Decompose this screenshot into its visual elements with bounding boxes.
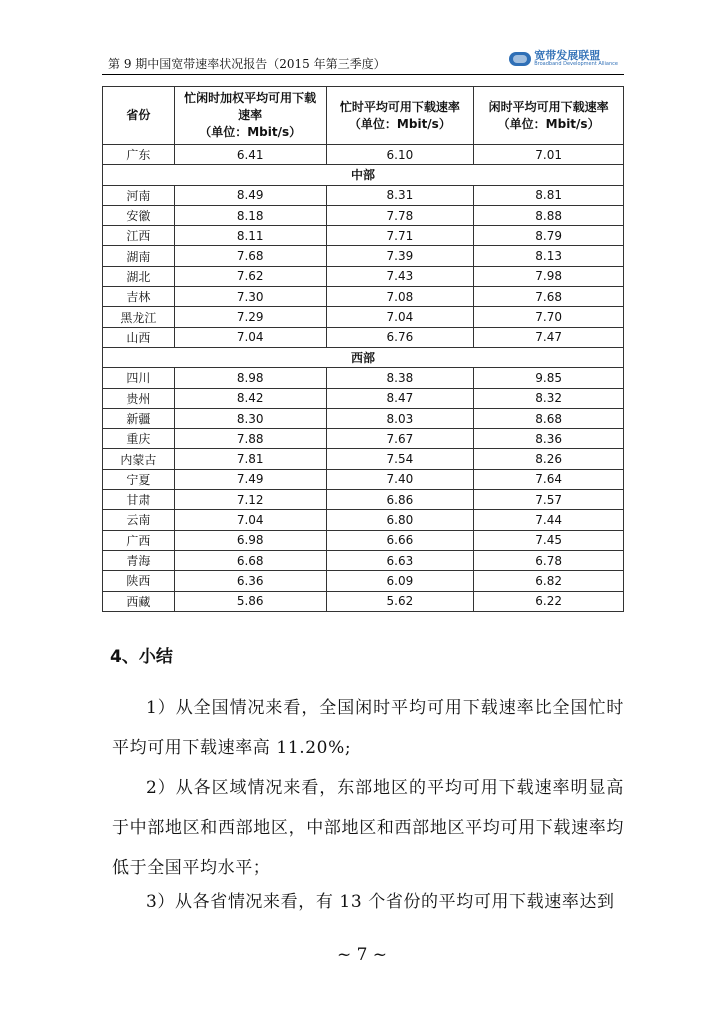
speed-cell: 6.63 [326,550,474,570]
table-row [103,571,624,591]
province-cell: 内蒙古 [103,449,175,469]
speed-cell: 8.42 [174,388,326,408]
table-row [103,429,624,449]
speed-cell: 6.66 [326,530,474,550]
speed-cell: 7.47 [474,327,624,347]
speed-cell: 8.26 [474,449,624,469]
header-title: 第 9 期中国宽带速率状况报告（2015 年第三季度） [108,57,386,71]
speed-cell: 8.81 [474,185,624,205]
province-cell: 广西 [103,530,175,550]
speed-cell: 6.98 [174,530,326,550]
speed-cell: 5.86 [174,591,326,611]
speed-cell: 7.62 [174,266,326,286]
summary-paragraph-1: 1）从全国情况来看，全国闲时平均可用下载速率比全国忙时平均可用下载速率高 11.20%; [112,698,624,758]
page-number: ~ 7 ~ [336,945,388,965]
province-cell: 西藏 [103,591,175,611]
speed-cell: 7.54 [326,449,474,469]
speed-cell: 8.98 [174,368,326,388]
province-cell: 黑龙江 [103,307,175,327]
speed-cell: 8.88 [474,205,624,225]
speed-cell: 7.01 [474,145,624,165]
table-row [103,591,624,611]
province-cell: 新疆 [103,408,175,428]
column-header-line: （单位：Mbit/s） [199,125,302,139]
province-cell: 四川 [103,368,175,388]
table-row [103,185,624,205]
column-header [103,87,175,145]
table-row [103,490,624,510]
speed-cell: 8.11 [174,226,326,246]
speed-cell: 6.22 [474,591,624,611]
speed-cell: 8.03 [326,408,474,428]
province-cell: 陕西 [103,571,175,591]
speed-cell: 7.57 [474,490,624,510]
province-cell: 湖北 [103,266,175,286]
table-row [103,408,624,428]
table-header-row [103,87,624,145]
speed-cell: 7.45 [474,530,624,550]
table-body [103,145,624,612]
speed-cell: 6.09 [326,571,474,591]
speed-cell: 6.76 [326,327,474,347]
speed-cell: 7.67 [326,429,474,449]
province-cell: 重庆 [103,429,175,449]
province-cell: 云南 [103,510,175,530]
column-header-line: 忙时平均可用下载速率 [339,99,460,114]
table-row [103,287,624,307]
speed-cell: 7.49 [174,469,326,489]
speed-cell: 7.04 [326,307,474,327]
speed-cell: 9.85 [474,368,624,388]
speed-cell: 8.18 [174,205,326,225]
table-row [103,145,624,165]
column-header-line: 闲时平均可用下载速率 [488,99,609,114]
table-row [103,530,624,550]
summary-paragraph-2: 2）从各区域情况来看，东部地区的平均可用下载速率明显高于中部地区和西部地区，中部地区和西部地区平均可用下载速率均低于全国平均水平； [112,778,624,878]
speed-cell: 7.71 [326,226,474,246]
speed-cell: 7.68 [474,287,624,307]
column-header-line: 忙闲时加权平均可用下载 [184,91,317,105]
speed-cell: 8.13 [474,246,624,266]
province-cell: 湖南 [103,246,175,266]
speed-cell: 8.31 [326,185,474,205]
table-row [103,449,624,469]
province-cell: 广东 [103,145,175,165]
table-row [103,388,624,408]
region-row [103,165,624,185]
province-cell: 宁夏 [103,469,175,489]
table-row [103,469,624,489]
table-row [103,550,624,570]
table-row [103,510,624,530]
speed-cell: 6.80 [326,510,474,530]
region-label: 中部 [103,165,624,185]
speed-cell: 7.70 [474,307,624,327]
speed-cell: 8.36 [474,429,624,449]
speed-cell: 8.30 [174,408,326,428]
speed-cell: 7.68 [174,246,326,266]
province-cell: 河南 [103,185,175,205]
speed-cell: 7.64 [474,469,624,489]
speed-cell: 6.82 [474,571,624,591]
speed-cell: 8.47 [326,388,474,408]
speed-cell: 7.43 [326,266,474,286]
speed-cell: 7.04 [174,327,326,347]
table-row [103,368,624,388]
table-row [103,246,624,266]
region-row [103,347,624,367]
column-header-line: 省份 [126,108,151,122]
speed-cell: 7.30 [174,287,326,307]
speed-cell: 8.79 [474,226,624,246]
speed-cell: 8.32 [474,388,624,408]
speed-cell: 7.29 [174,307,326,327]
table-row [103,205,624,225]
speed-cell: 7.78 [326,205,474,225]
speed-cell: 8.38 [326,368,474,388]
speed-cell: 7.40 [326,469,474,489]
speed-cell: 8.49 [174,185,326,205]
speed-cell: 6.10 [326,145,474,165]
logo-name: 宽带发展联盟 [534,49,601,62]
column-header-line: （单位：Mbit/s） [348,116,451,131]
speed-cell: 5.62 [326,591,474,611]
logo-name-en: Broadband Development Alliance [534,61,618,67]
table-row [103,266,624,286]
speed-cell: 8.68 [474,408,624,428]
speed-cell: 6.86 [326,490,474,510]
speed-cell: 7.04 [174,510,326,530]
province-cell: 吉林 [103,287,175,307]
speed-cell: 6.41 [174,145,326,165]
table-row [103,226,624,246]
province-cell: 安徽 [103,205,175,225]
alliance-logo [509,50,618,67]
column-header-line: （单位：Mbit/s） [497,116,600,131]
speed-cell: 7.88 [174,429,326,449]
province-cell: 贵州 [103,388,175,408]
speed-cell: 7.44 [474,510,624,530]
page-header [102,50,624,75]
province-cell: 江西 [103,226,175,246]
logo-icon [509,52,531,66]
speed-cell: 7.12 [174,490,326,510]
speed-cell: 6.78 [474,550,624,570]
download-speed-table [102,86,624,612]
province-cell: 青海 [103,550,175,570]
column-header [474,87,624,145]
speed-cell: 6.68 [174,550,326,570]
section-heading: 4、小结 [110,647,173,667]
column-header [326,87,474,145]
speed-cell: 7.08 [326,287,474,307]
column-header-line: 速率 [238,108,263,122]
table-row [103,307,624,327]
province-cell: 甘肃 [103,490,175,510]
speed-cell: 7.98 [474,266,624,286]
speed-cell: 7.39 [326,246,474,266]
column-header [174,87,326,145]
speed-cell: 6.36 [174,571,326,591]
speed-cell: 7.81 [174,449,326,469]
summary-paragraph-3: 3）从各省情况来看，有 13 个省份的平均可用下载速率达到 [146,892,615,912]
province-cell: 山西 [103,327,175,347]
table-row [103,327,624,347]
region-label: 西部 [103,347,624,367]
